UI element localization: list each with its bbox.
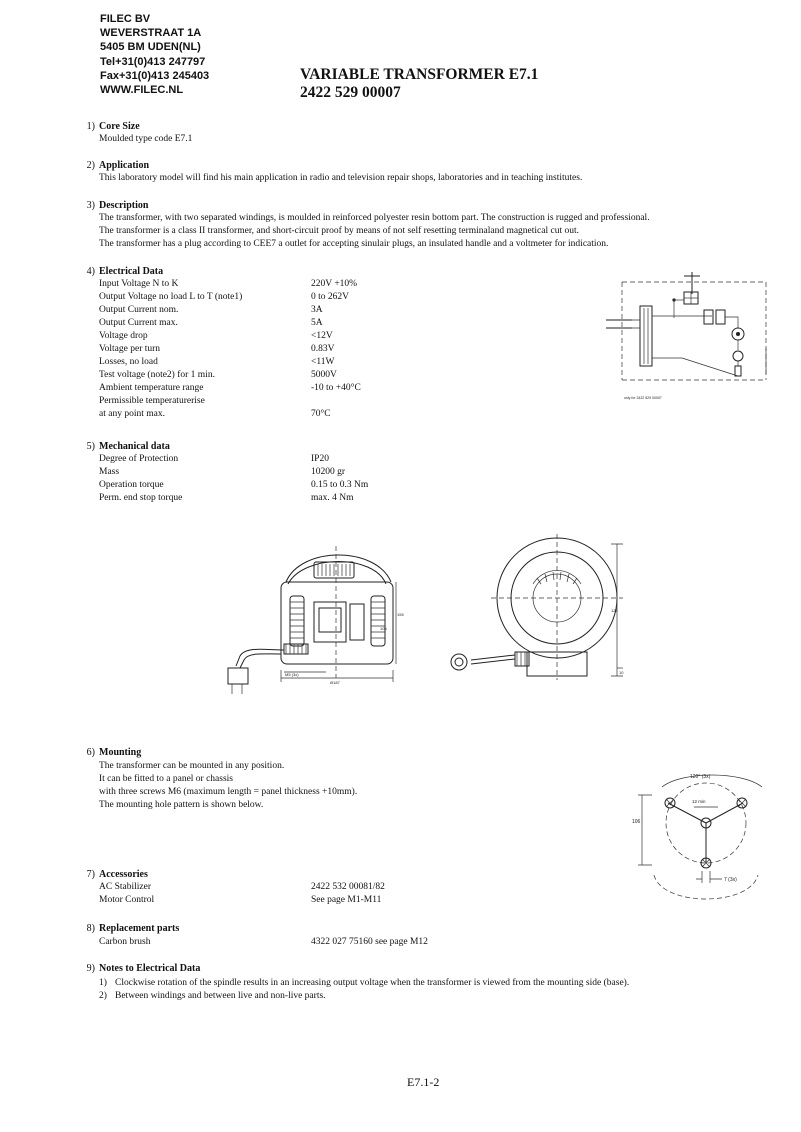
section-text: Moulded type code E7.1 xyxy=(99,134,193,144)
spec-label: Input Voltage N to K xyxy=(99,279,179,289)
company-address xyxy=(100,12,209,97)
spec-value: 10200 gr xyxy=(311,467,346,477)
spec-row xyxy=(99,382,361,395)
spec-label: Output Current nom. xyxy=(99,305,179,315)
spec-row xyxy=(99,479,369,492)
spec-label: Voltage drop xyxy=(99,331,148,341)
spec-value: See page M1-M11 xyxy=(311,895,382,905)
company-fax: Fax+31(0)413 245403 xyxy=(100,69,210,82)
spec-value: -10 to +40°C xyxy=(311,383,361,393)
section-heading: Accessories xyxy=(99,869,148,880)
spec-value: 5000V xyxy=(311,370,337,380)
title-line-1: VARIABLE TRANSFORMER E7.1 xyxy=(300,66,539,83)
mounting-line: The mounting hole pattern is shown below. xyxy=(99,800,264,810)
section-number: 5) xyxy=(86,441,95,452)
section-heading: Replacement parts xyxy=(99,923,180,934)
front-dim-122: 122 xyxy=(611,608,618,613)
circuit-schematic xyxy=(604,270,774,402)
company-street: WEVERSTRAAT 1A xyxy=(100,27,202,40)
section-text: This laboratory model will find his main application in radio and television repair shops, laboratories and in teaching institutes. xyxy=(99,173,583,183)
section-heading: Mounting xyxy=(99,747,142,758)
spec-value: 220V +10% xyxy=(311,279,358,289)
spec-label: Output Voltage no load L to T (note1) xyxy=(99,292,243,302)
note-text: Between windings and between live and non-live parts. xyxy=(115,991,326,1001)
side-dim-155: 155 xyxy=(397,612,404,617)
side-dim-m5: M5 (3x) xyxy=(285,672,299,677)
spec-row xyxy=(99,330,333,343)
mounting-hole-pattern xyxy=(632,765,772,915)
section-heading: Notes to Electrical Data xyxy=(99,963,201,974)
mounting-line: It can be fitted to a panel or chassis xyxy=(99,774,234,784)
section-number: 2) xyxy=(86,160,95,171)
spec-label: Output Current max. xyxy=(99,318,178,328)
spec-value: IP20 xyxy=(311,454,329,464)
spec-value: 70°C xyxy=(311,409,331,419)
spec-label: Permissible temperaturerise xyxy=(99,396,205,406)
spec-label: Ambient temperature range xyxy=(99,383,204,393)
section-heading: Mechanical data xyxy=(99,441,170,452)
spec-label: Voltage per turn xyxy=(99,344,161,354)
section-number: 3) xyxy=(86,200,95,211)
mounting-line: with three screws M6 (maximum length = panel thickness +10mm). xyxy=(99,787,358,797)
spec-label: Mass xyxy=(99,467,120,477)
section-number: 7) xyxy=(86,869,95,880)
spec-row xyxy=(99,291,349,304)
section-number: 4) xyxy=(86,266,95,277)
note-item xyxy=(99,977,630,990)
mount-dim-hole: 7 (3x) xyxy=(724,877,737,883)
spec-row xyxy=(99,936,428,949)
spec-label: Perm. end stop torque xyxy=(99,493,183,503)
note-text: Clockwise rotation of the spindle results in an increasing output voltage when the transformer is viewed from the mounting side (base). xyxy=(115,978,630,988)
mounting-line: The transformer can be mounted in any position. xyxy=(99,761,285,771)
side-dim-dia: Ø187 xyxy=(330,680,340,685)
company-city: 5405 BM UDEN(NL) xyxy=(100,41,201,54)
spec-label: Carbon brush xyxy=(99,937,151,947)
company-name: FILEC BV xyxy=(100,13,151,25)
note-item xyxy=(99,990,326,1003)
spec-row xyxy=(99,408,331,421)
note-number: 1) xyxy=(99,978,107,988)
description-line: The transformer is a class II transformer, and short-circuit proof by means of not self resetting terminaland magnetical cut out. xyxy=(99,226,580,236)
spec-row xyxy=(99,369,337,382)
section-number: 6) xyxy=(86,747,95,758)
spec-row xyxy=(99,278,358,291)
section-number: 1) xyxy=(86,121,95,132)
mount-dim-min: 12 min xyxy=(692,799,706,804)
spec-label: Degree of Protection xyxy=(99,454,179,464)
spec-label: AC Stabilizer xyxy=(99,882,151,892)
section-heading: Electrical Data xyxy=(99,266,164,277)
spec-value: 3A xyxy=(311,305,323,315)
description-line: The transformer, with two separated windings, is moulded in reinforced polyester resin bottom part. The construction is rugged and professional. xyxy=(99,213,650,223)
document-title xyxy=(300,66,538,102)
spec-label: Motor Control xyxy=(99,895,155,905)
page-number: E7.1-2 xyxy=(407,1075,440,1089)
spec-row xyxy=(99,317,323,330)
section-number: 8) xyxy=(86,923,95,934)
spec-row xyxy=(99,466,346,479)
section-heading: Application xyxy=(99,160,150,171)
spec-row xyxy=(99,304,323,317)
spec-row xyxy=(99,881,385,894)
section-heading: Description xyxy=(99,200,149,211)
spec-row xyxy=(99,395,205,408)
spec-value: max. 4 Nm xyxy=(311,493,354,503)
spec-label: at any point max. xyxy=(99,409,165,419)
side-view-drawing xyxy=(226,536,404,696)
spec-value: 0 to 262V xyxy=(311,292,349,302)
spec-row xyxy=(99,356,335,369)
spec-row xyxy=(99,492,354,505)
schematic-caption: only for 2422 529 00007 xyxy=(624,396,662,400)
spec-label: Test voltage (note2) for 1 min. xyxy=(99,370,215,380)
company-web: WWW.FILEC.NL xyxy=(100,84,184,97)
spec-value: <11W xyxy=(311,357,335,367)
spec-label: Operation torque xyxy=(99,480,164,490)
spec-row xyxy=(99,453,329,466)
note-number: 2) xyxy=(99,991,107,1001)
spec-value: 2422 532 00081/82 xyxy=(311,882,385,892)
spec-row xyxy=(99,894,382,907)
mount-dim-106: 106 xyxy=(632,819,641,825)
section-number: 9) xyxy=(86,963,95,974)
spec-value: 0.15 to 0.3 Nm xyxy=(311,480,369,490)
front-dim-10: 10 xyxy=(619,670,624,675)
spec-value: 4322 027 75160 see page M12 xyxy=(311,937,428,947)
spec-value: 5A xyxy=(311,318,323,328)
spec-row xyxy=(99,343,335,356)
company-tel: Tel+31(0)413 247797 xyxy=(100,55,206,68)
mount-dim-angle: 120° (3x) xyxy=(690,774,711,780)
side-dim-106: 106 xyxy=(380,626,387,631)
description-line: The transformer has a plug according to CEE7 a outlet for accepting sinulair plugs, an insulated handle and a voltmeter for indication. xyxy=(99,239,609,249)
front-view-drawing xyxy=(441,540,631,690)
spec-label: Losses, no load xyxy=(99,357,158,367)
spec-value: 0.83V xyxy=(311,344,335,354)
title-line-2: 2422 529 00007 xyxy=(300,84,401,101)
section-heading: Core Size xyxy=(99,121,140,132)
spec-value: <12V xyxy=(311,331,333,341)
